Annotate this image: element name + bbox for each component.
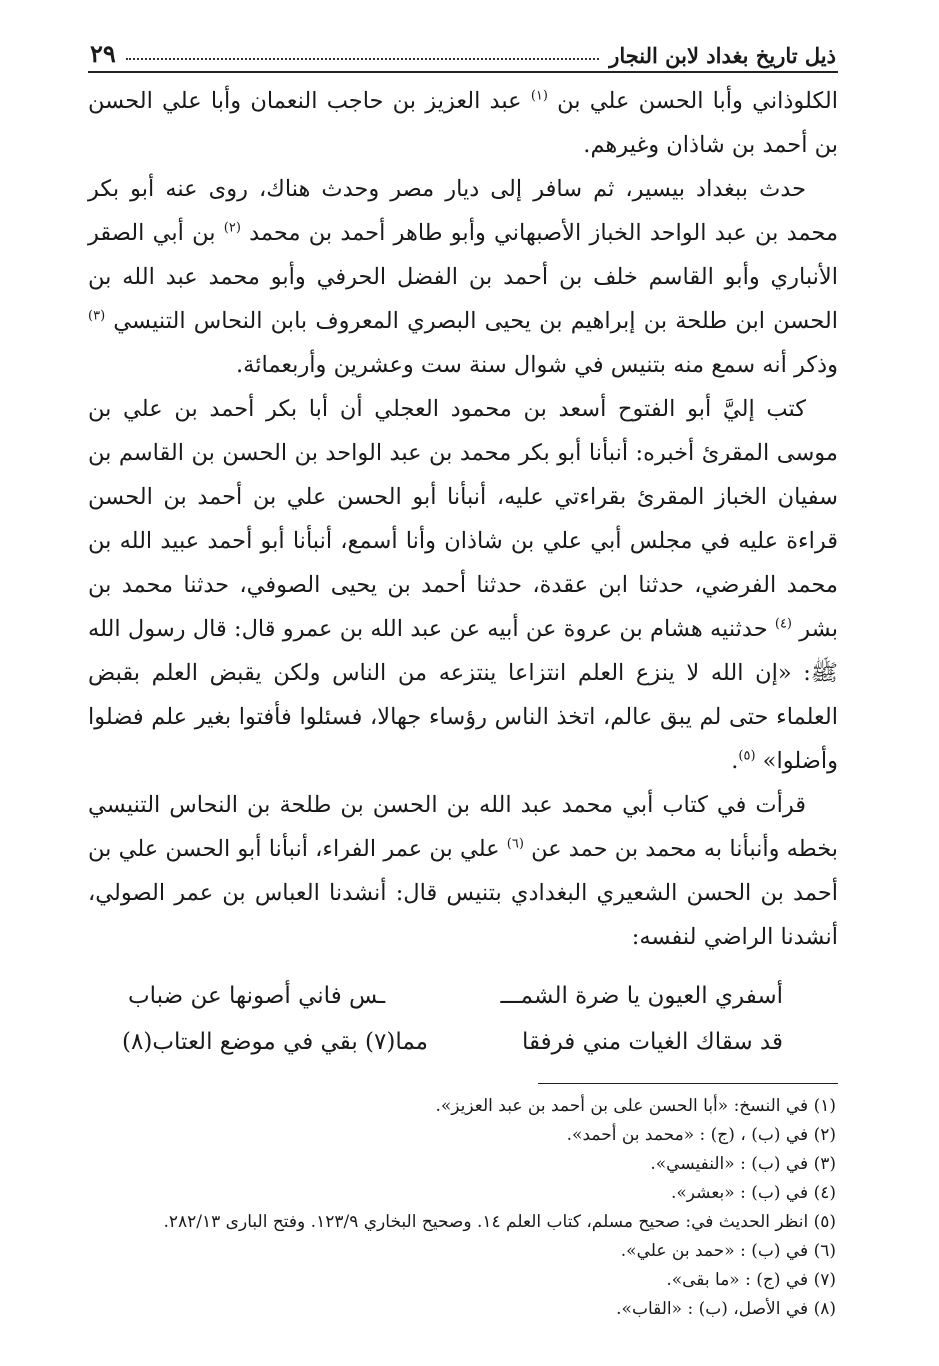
footnote: (١) في النسخ: «أبا الحسن على بن أحمد بن عبد العزيز». bbox=[435, 1096, 836, 1116]
footnote: (٥) انظر الحديث في: صحيح مسلم، كتاب العلم ١٤. وصحيح البخاري ١٢٣/٩. وفتح البارى ٢٨٢/١٣. bbox=[163, 1212, 836, 1232]
footnote: (٣) في (ب) : «النفيسي». bbox=[650, 1154, 836, 1174]
poem bbox=[88, 973, 838, 1065]
text-run: . bbox=[731, 748, 739, 774]
footnote: (٦) في (ب) : «حمد بن علي». bbox=[620, 1241, 836, 1261]
running-header bbox=[88, 28, 838, 73]
hemistich-second: ـس فاني أصونها عن ضباب bbox=[128, 983, 386, 1009]
footnote-ref: (٤) bbox=[774, 616, 792, 632]
paragraph-1 bbox=[88, 79, 838, 167]
footnote-ref: (٢) bbox=[223, 220, 241, 236]
page-number: ٢٩ bbox=[90, 39, 116, 68]
footnote-ref: (٥) bbox=[738, 748, 756, 764]
hemistich-second: مما(٧) بقي في موضع العتاب(٨) bbox=[122, 1029, 428, 1055]
text-run: كتب إليَّ أبو الفتوح أسعد بن محمود العجلي أن أبا بكر أحمد بن علي بن موسى المقرئ أخبره: أنبأنا أبو بكر محمد بن عبد الواحد بن الحسن بن القاسم بن سفيان الخباز المقرئ بقراءتي عليه، أنبأنا أبو الحسن علي بن أحمد بن الحسن قراءة عليه في مجلس أبي علي بن شاذان وأنا أسمع، أنبأنا أبو أحمد عبيد الله بن محمد الفرضي، حدثنا ابن عقدة، حدثنا أحمد بن يحيى الصوفي، حدثنا محمد بن بشر bbox=[88, 396, 838, 642]
paragraph-2 bbox=[88, 167, 838, 387]
text-run: قرأت في كتاب أبي محمد عبد الله بن الحسن بن طلحة بن النحاس التنيسي بخطه وأنبأنا به محمد بن حمد عن bbox=[88, 792, 838, 862]
paragraph-4 bbox=[88, 783, 838, 959]
document-page bbox=[88, 28, 838, 1348]
footnote-ref: (٣) bbox=[88, 308, 106, 324]
verse-2 bbox=[88, 1019, 838, 1065]
text-run: حدثنيه هشام بن عروة عن أبيه عن عبد الله بن عمرو قال: قال رسول الله ﷺ: «إن الله لا ينزع العلم انتزاعا ينتزعه من الناس ولكن يقبض العلم بقبض العلماء حتى لم يبق عالم، اتخذ الناس رؤساء جهالا، فسئلوا فأفتوا بغير علم فضلوا وأضلوا» bbox=[88, 616, 838, 774]
header-dots bbox=[126, 58, 599, 60]
footnote: (٤) في (ب) : «بعشر». bbox=[670, 1183, 836, 1203]
text-run: الكلوذاني وأبا الحسن علي بن bbox=[547, 88, 839, 114]
verse-1 bbox=[88, 973, 838, 1019]
paragraph-3 bbox=[88, 387, 838, 783]
footnote: (٧) في (ج) : «ما بقى». bbox=[666, 1270, 836, 1290]
hemistich-first: قد سقاك الغيات مني فرفقا bbox=[521, 1029, 783, 1055]
hemistich-first: أسفري العيون يا ضرة الشمـــ bbox=[500, 983, 783, 1009]
book-title: ذيل تاريخ بغداد لابن النجار bbox=[609, 43, 836, 68]
text-run: حدث ببغداد بيسير، ثم سافر إلى ديار مصر وحدث هناك، روى عنه أبو بكر محمد بن عبد الواحد الخباز الأصبهاني وأبو طاهر أحمد بن محمد bbox=[88, 176, 839, 246]
footnote: (٨) في الأصل، (ب) : «القاب». bbox=[616, 1299, 836, 1319]
text-run: وذكر أنه سمع منه بتنيس في شوال سنة ست وعشرين وأربعمائة. bbox=[235, 352, 838, 378]
text-run: عبد العزيز بن حاجب النعمان وأبا علي الحسن بن أحمد بن شاذان وغيرهم. bbox=[88, 88, 838, 158]
text-run: بن أبي الصقر الأنباري وأبو القاسم خلف بن أحمد بن الفضل الحرفي وأبو محمد عبد الله بن الحسن ابن طلحة بن إبراهيم بن يحيى البصري المعروف بابن النحاس التنيسي bbox=[88, 220, 838, 334]
footnote-divider bbox=[538, 1083, 838, 1084]
main-text bbox=[88, 79, 838, 1065]
footnote: (٢) في (ب) ، (ج) : «محمد بن أحمد». bbox=[566, 1125, 836, 1145]
footnote-ref: (١) bbox=[530, 88, 548, 104]
footnote-ref: (٦) bbox=[506, 836, 524, 852]
footnotes bbox=[88, 1092, 838, 1324]
text-run: علي بن عمر الفراء، أنبأنا أبو الحسن علي بن أحمد بن الحسن الشعيري البغدادي بتنيس قال: أنشدنا العباس بن عمر الصولي، أنشدنا الراضي لنفسه: bbox=[88, 836, 838, 950]
